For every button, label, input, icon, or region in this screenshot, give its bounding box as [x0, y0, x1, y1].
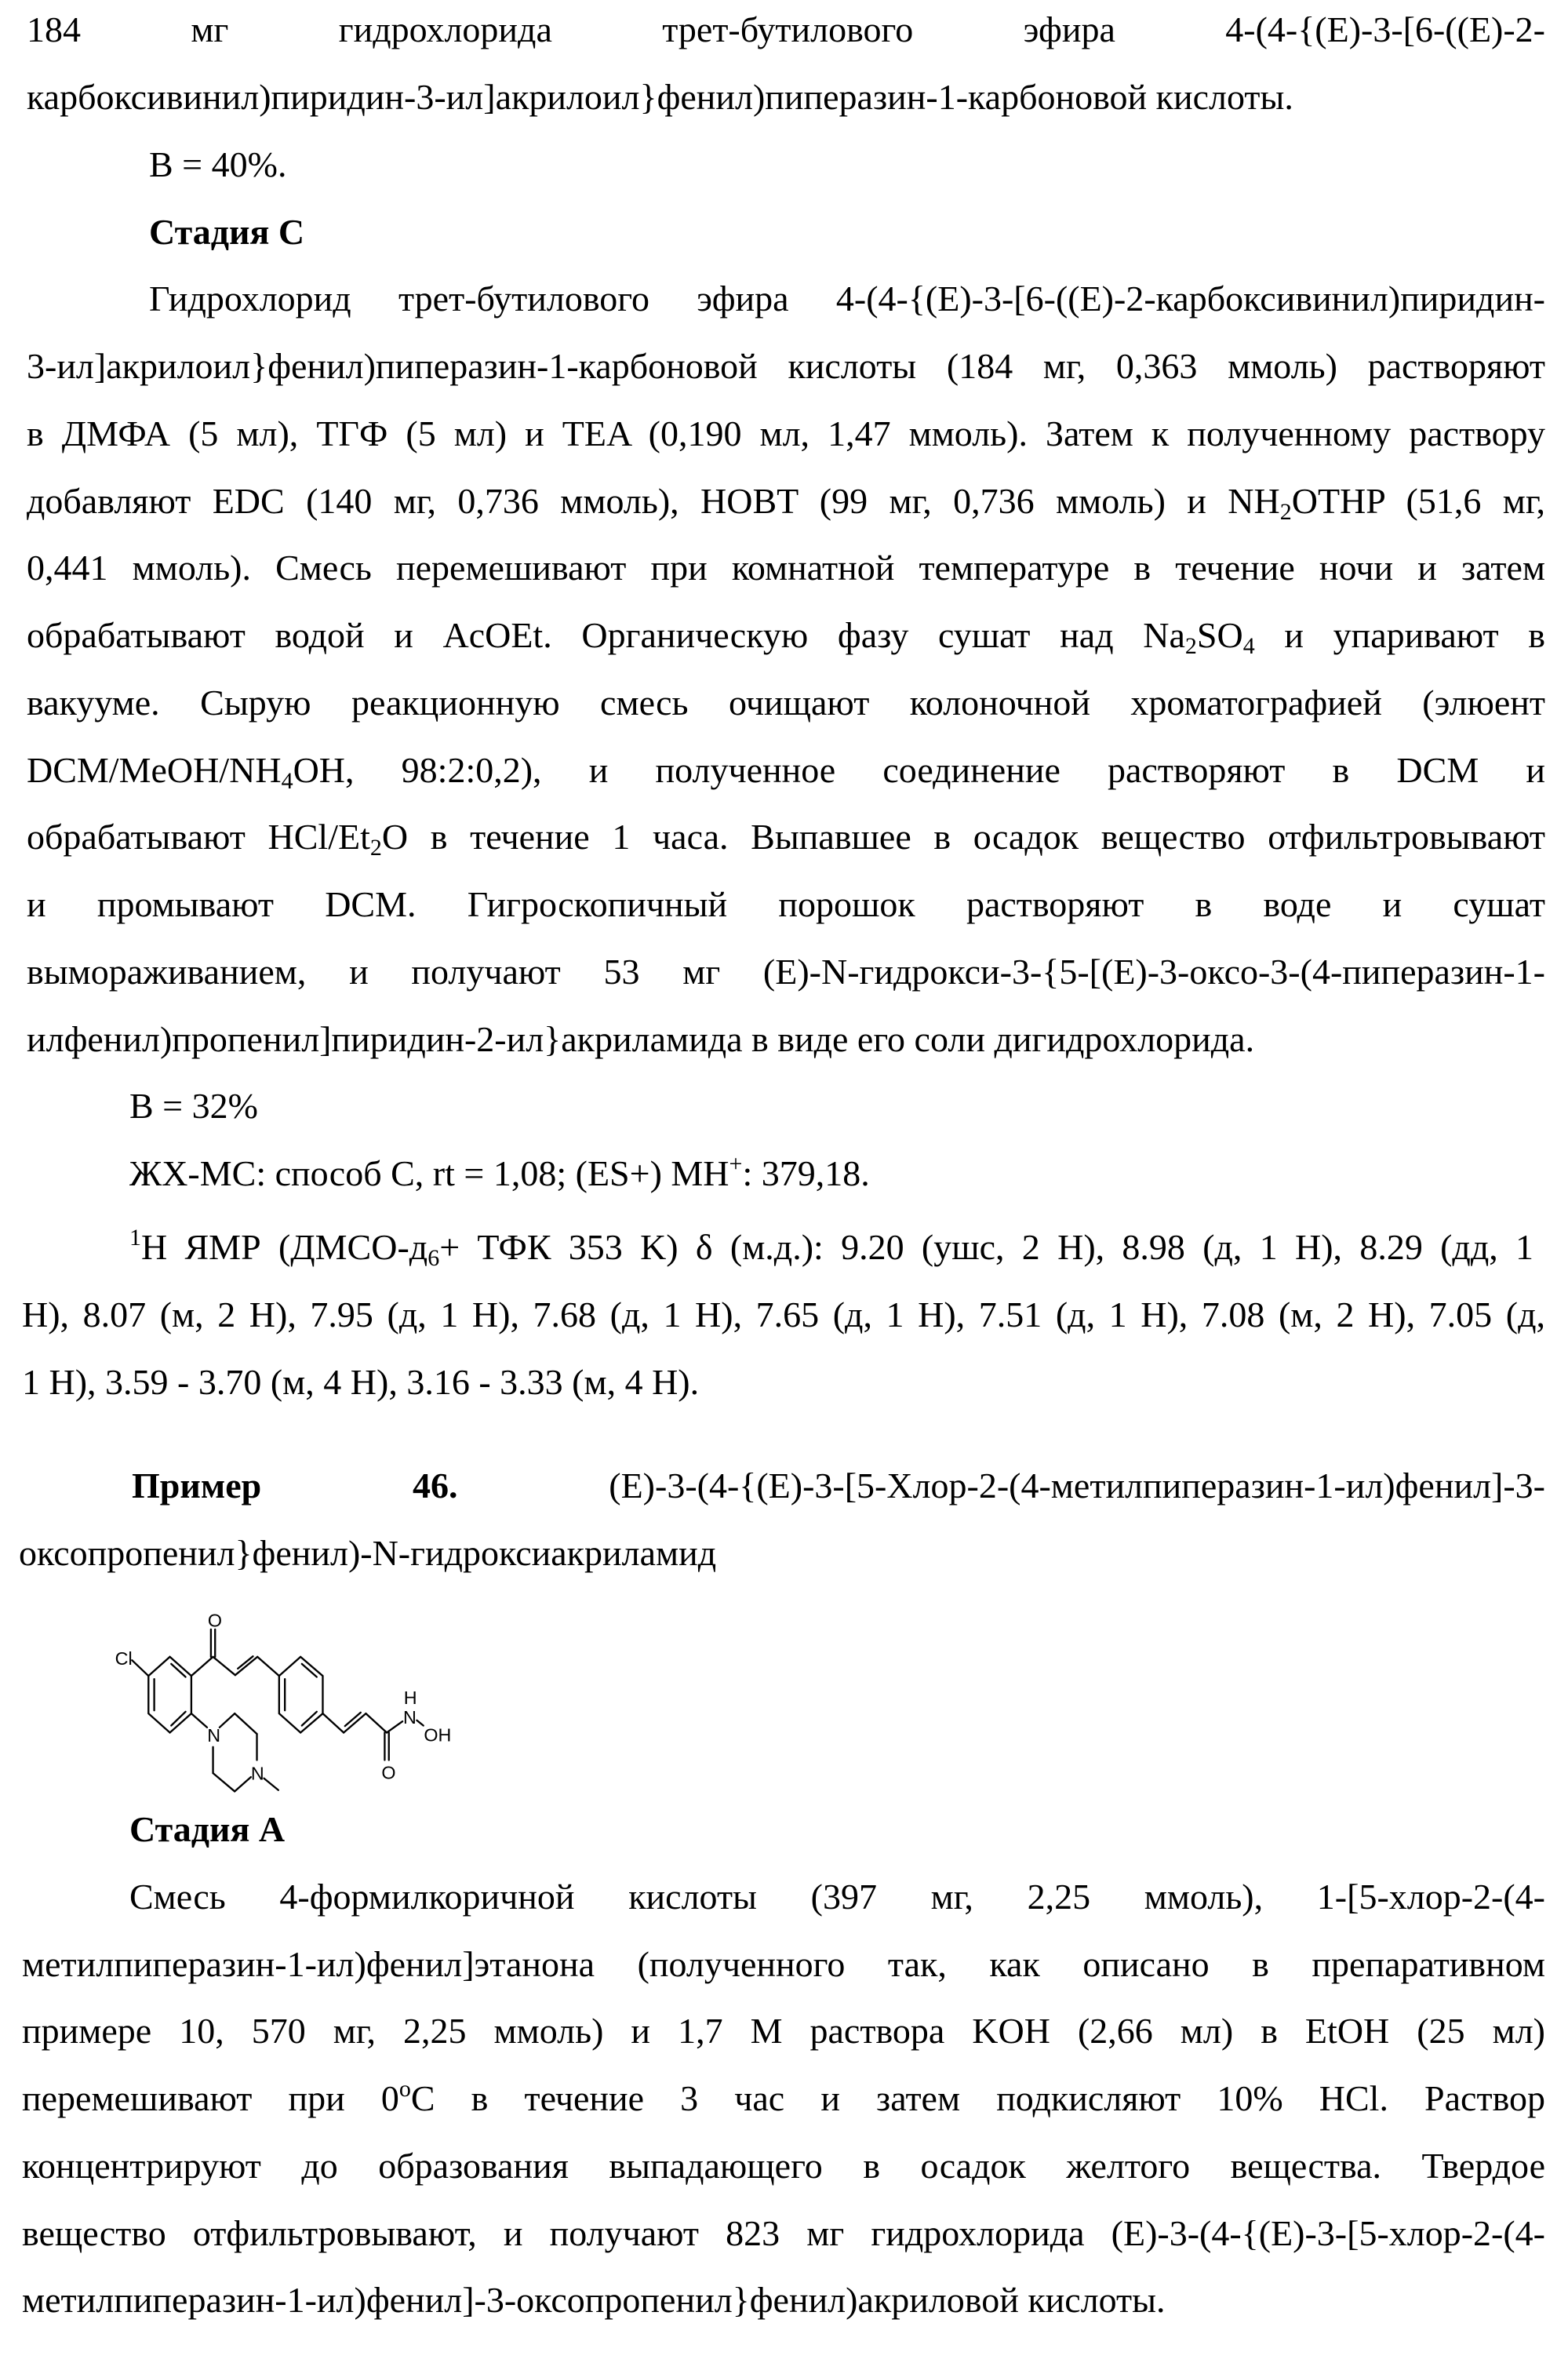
atom-label: N: [251, 1763, 264, 1783]
text-run: карбоксивинил)пиридин-3-ил]акрилоил}фенил)пиперазин-1-карбоновой кислоты.: [27, 77, 1293, 117]
text-run: (E)-3-(4-{(E)-3-[5-Хлор-2-(4-метилпиперазин-1-ил)фенил]-3-: [457, 1465, 1545, 1506]
subscript: 2: [1280, 499, 1292, 523]
text-run: + ТФК 353 K) δ (м.д.): 9.20 (ушс, 2 H), 8.98 (д, 1 H), 8.29 (дд, 1: [439, 1227, 1533, 1267]
atom-label: Cl: [115, 1648, 133, 1669]
atom-label: OH: [424, 1724, 451, 1745]
text-line: [27, 748, 1545, 792]
text-line: [27, 75, 1293, 119]
text-line: [22, 2009, 1545, 2053]
chemical-structure: [78, 1593, 497, 1802]
yield-line: [129, 1084, 258, 1128]
text-line: [27, 546, 1545, 590]
nmr-line: [22, 1360, 699, 1404]
text-run: DCM/MeOH/NH: [27, 750, 282, 790]
text-line: [27, 344, 1545, 388]
text-run: ЖХ-МС: способ C, rt = 1,08; (ES+) MH: [129, 1153, 729, 1193]
text-run: в ДМФА (5 мл), ТГФ (5 мл) и TEA (0,190 мл, 1,47 ммоль). Затем к полученному раствору: [27, 413, 1545, 453]
text-run: вымораживанием, и получают 53 мг (E)-N-гидрокси-3-{5-[(E)-3-оксо-3-(4-пиперазин-1-: [27, 952, 1545, 992]
text-run: примере 10, 570 мг, 2,25 ммоль) и 1,7 M раствора KOH (2,66 мл) в EtOH (25 мл): [22, 2011, 1545, 2051]
atom-label: O: [381, 1762, 395, 1782]
text-line: [27, 883, 1545, 927]
text-line: [27, 412, 1545, 456]
section-heading-stage-a: [129, 1808, 285, 1851]
text-line: [27, 1018, 1254, 1061]
yield-line: [149, 143, 286, 187]
text-run: и упаривают в: [1255, 615, 1545, 655]
nmr-line: [129, 1225, 1533, 1269]
text-line: [27, 479, 1545, 523]
text-run: добавляют EDC (140 мг, 0,736 ммоль), HOBT (99 мг, 0,736 ммоль) и NH: [27, 481, 1280, 521]
text-run: метилпиперазин-1-ил)фенил]-3-оксопропенил}фенил)акриловой кислоты.: [22, 2280, 1166, 2320]
superscript: 1: [129, 1225, 141, 1251]
text-line: [27, 681, 1545, 725]
text-run: илфенил)пропенил]пиридин-2-ил}акриламида в виде его соли дигидрохлорида.: [27, 1019, 1254, 1059]
text-run: 1 H), 3.59 - 3.70 (м, 4 H), 3.16 - 3.33 (м, 4 H).: [22, 1362, 699, 1402]
text-run: вакууме. Сырую реакционную смесь очищают колоночной хроматографией (элюент: [27, 683, 1545, 723]
atom-label: H: [404, 1688, 417, 1708]
superscript: o: [399, 2077, 411, 2102]
text-line: [22, 2144, 1545, 2188]
text-run: Стадия C: [149, 212, 304, 252]
nmr-line: [22, 1293, 1545, 1337]
text-line: [27, 950, 1545, 994]
text-run: концентрируют до образования выпадающего в осадок желтого вещества. Твердое: [22, 2146, 1545, 2186]
subscript: 2: [1185, 633, 1197, 657]
text-run: 184 мг гидрохлорида трет-бутилового эфира 4-(4-{(E)-3-[6-((E)-2-: [27, 9, 1545, 49]
text-line: [129, 1875, 1545, 1919]
lcms-line: [129, 1152, 870, 1196]
text-run: OTHP (51,6 мг,: [1292, 481, 1545, 521]
text-run: O в течение 1 часа. Выпавшее в осадок вещество отфильтровывают: [382, 817, 1545, 857]
text-line: [27, 614, 1545, 657]
superscript: +: [729, 1151, 743, 1177]
text-line: [27, 815, 1545, 859]
text-line: [22, 2278, 1166, 2322]
text-run: обрабатывают HCl/Et: [27, 817, 370, 857]
atom-label: N: [207, 1725, 220, 1746]
subscript: 2: [370, 835, 382, 859]
subscript: 4: [282, 768, 293, 792]
text-line: [149, 277, 1545, 321]
text-run: : 379,18.: [742, 1153, 869, 1193]
section-heading-stage-c: [149, 210, 304, 254]
text-run: Смесь 4-формилкоричной кислоты (397 мг, 2,25 ммоль), 1-[5-хлор-2-(4-: [129, 1877, 1545, 1917]
atom-label: O: [208, 1611, 222, 1631]
text-run: и промывают DCM. Гигроскопичный порошок растворяют в воде и сушат: [27, 884, 1545, 924]
text-run: OH, 98:2:0,2), и полученное соединение растворяют в DCM и: [293, 750, 1545, 790]
text-run: B = 32%: [129, 1086, 258, 1126]
text-run: оксопропенил}фенил)-N-гидроксиакриламид: [19, 1533, 716, 1573]
text-run: перемешивают при 0: [22, 2078, 399, 2118]
subscript: 4: [1243, 633, 1255, 657]
text-run: H), 8.07 (м, 2 H), 7.95 (д, 1 H), 7.68 (д, 1 H), 7.65 (д, 1 H), 7.51 (д, 1 H), 7.08 (м, 2 H), 7.05 (д,: [22, 1294, 1545, 1334]
example-title: [132, 1464, 1545, 1508]
text-run: метилпиперазин-1-ил)фенил]этанона (полученного так, как описано в препаративном: [22, 1944, 1545, 1984]
atom-label: N: [403, 1707, 417, 1728]
text-run: Гидрохлорид трет-бутилового эфира 4-(4-{(E)-3-[6-((E)-2-карбоксивинил)пиридин-: [149, 279, 1545, 319]
text-run: вещество отфильтровывают, и получают 823 мг гидрохлорида (E)-3-(4-{(E)-3-[5-хлор-2-(4-: [22, 2213, 1545, 2253]
text-line: [22, 2077, 1545, 2121]
text-run: B = 40%.: [149, 144, 286, 184]
text-run: 0,441 ммоль). Смесь перемешивают при комнатной температуре в течение ночи и затем: [27, 548, 1545, 588]
text-run: SO: [1197, 615, 1243, 655]
text-run: C в течение 3 час и затем подкисляют 10% HCl. Раствор: [411, 2078, 1545, 2118]
text-run: обрабатывают водой и AcOEt. Органическую фазу сушат над Na: [27, 615, 1185, 655]
text-run: 3-ил]акрилоил}фенил)пиперазин-1-карбоновой кислоты (184 мг, 0,363 ммоль) растворяют: [27, 346, 1545, 386]
text-run: H ЯМР (ДМСО-д: [141, 1227, 427, 1267]
subscript: 6: [427, 1245, 439, 1269]
bold-run: Пример 46.: [132, 1465, 457, 1506]
text-line: [27, 8, 1545, 52]
example-title-cont: [19, 1531, 716, 1575]
text-line: [22, 1942, 1545, 1986]
text-run: Стадия A: [129, 1809, 285, 1849]
text-line: [22, 2212, 1545, 2256]
